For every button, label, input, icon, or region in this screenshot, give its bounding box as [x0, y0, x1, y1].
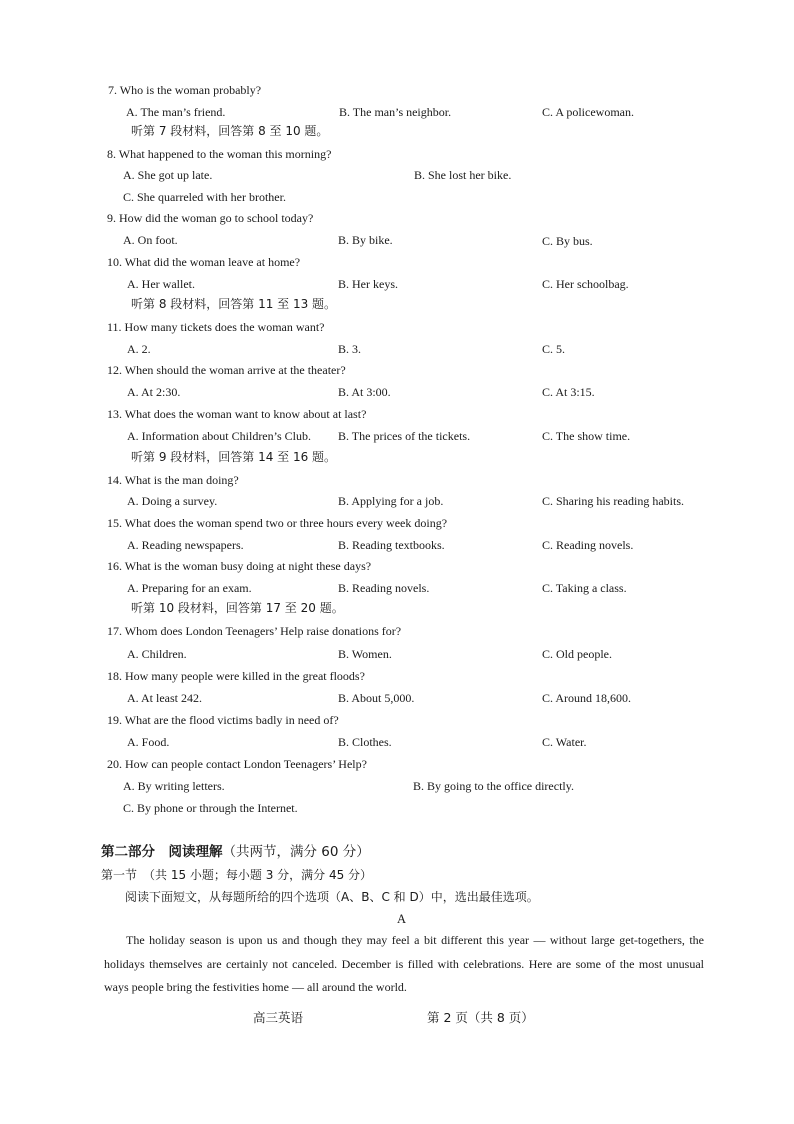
- question-11-option-b: B. 3.: [338, 342, 362, 356]
- question-17-option-c: C. Old people.: [542, 647, 612, 661]
- question-19-option-b: B. Clothes.: [338, 735, 392, 749]
- question-8-option-a: A. She got up late.: [123, 168, 213, 182]
- question-19-option-c: C. Water.: [542, 735, 587, 749]
- question-14-stem: 14. What is the man doing?: [107, 473, 239, 487]
- question-20-stem: 20. How can people contact London Teenagers’ Help?: [107, 757, 367, 771]
- question-20-option-a: A. By writing letters.: [123, 779, 225, 793]
- question-16-option-a: A. Preparing for an exam.: [127, 581, 252, 595]
- question-15-option-c: C. Reading novels.: [542, 538, 634, 552]
- question-18-option-c: C. Around 18,600.: [542, 691, 632, 705]
- listening-instruction-7: 听第 7 段材料，回答第 8 至 10 题。: [131, 124, 329, 138]
- question-8-option-c: C. She quarreled with her brother.: [123, 190, 286, 204]
- question-13-option-c: C. The show time.: [542, 429, 631, 443]
- question-8-option-b: B. She lost her bike.: [414, 168, 512, 182]
- question-17-option-b: B. Women.: [338, 647, 392, 661]
- question-7-option-b: B. The man’s neighbor.: [339, 105, 452, 119]
- question-16-option-b: B. Reading novels.: [338, 581, 430, 595]
- question-20-option-c: C. By phone or through the Internet.: [123, 801, 298, 815]
- question-20-option-b: B. By going to the office directly.: [413, 779, 574, 793]
- part-two-heading: [101, 846, 370, 860]
- footer-subject: 高三英语: [253, 1010, 304, 1025]
- passage-a-text: The holiday season is upon us and though they may feel a bit different this year — without large get-togethers, the holidays themselves are certainly not canceled. December is filled with celebrations. Here are some of the most unusual ways people bring the festivities home — all around the world.: [104, 933, 704, 994]
- question-10-option-a: A. Her wallet.: [127, 277, 195, 291]
- section-one-heading: 第一节 （共 15 小题；每小题 3 分，满分 45 分）: [101, 868, 373, 882]
- question-9-option-b: B. By bike.: [338, 233, 393, 247]
- question-19-option-a: A. Food.: [127, 735, 170, 749]
- part-two-score: （共两节，满分 60 分）: [222, 844, 370, 860]
- question-13-option-a: A. Information about Children’s Club.: [127, 429, 311, 443]
- question-17-stem: 17. Whom does London Teenagers’ Help raise donations for?: [107, 624, 402, 638]
- question-13-option-b: B. The prices of the tickets.: [338, 429, 471, 443]
- footer-page-number: 第 2 页（共 8 页）: [427, 1010, 534, 1025]
- question-10-option-b: B. Her keys.: [338, 277, 398, 291]
- question-13-stem: 13. What does the woman want to know about at last?: [107, 407, 367, 421]
- question-15-option-a: A. Reading newspapers.: [127, 538, 244, 552]
- question-10-stem: 10. What did the woman leave at home?: [107, 255, 301, 269]
- part-two-title: 第二部分 阅读理解: [101, 844, 223, 860]
- question-7-stem: 7. Who is the woman probably?: [108, 83, 262, 97]
- question-8-stem: 8. What happened to the woman this morning?: [107, 147, 332, 161]
- question-9-stem: 9. How did the woman go to school today?: [107, 211, 314, 225]
- question-12-option-b: B. At 3:00.: [338, 385, 391, 399]
- question-16-option-c: C. Taking a class.: [542, 581, 627, 595]
- question-19-stem: 19. What are the flood victims badly in need of?: [107, 713, 339, 727]
- question-18-option-a: A. At least 242.: [127, 691, 202, 705]
- passage-label: A: [397, 912, 407, 926]
- question-17-option-a: A. Children.: [127, 647, 187, 661]
- listening-instruction-10: 听第 10 段材料，回答第 17 至 20 题。: [131, 601, 344, 615]
- question-12-option-a: A. At 2:30.: [127, 385, 181, 399]
- question-11-option-c: C. 5.: [542, 342, 566, 356]
- question-9-option-c: C. By bus.: [542, 234, 593, 248]
- question-15-stem: 15. What does the woman spend two or three hours every week doing?: [107, 516, 448, 530]
- question-18-stem: 18. How many people were killed in the great floods?: [107, 669, 365, 683]
- question-14-option-c: C. Sharing his reading habits.: [542, 494, 684, 508]
- listening-instruction-8: 听第 8 段材料，回答第 11 至 13 题。: [131, 297, 337, 311]
- question-14-option-a: A. Doing a survey.: [127, 494, 218, 508]
- question-7-option-c: C. A policewoman.: [542, 105, 634, 119]
- question-18-option-b: B. About 5,000.: [338, 691, 415, 705]
- question-7-option-a: A. The man’s friend.: [126, 105, 226, 119]
- question-11-option-a: A. 2.: [127, 342, 151, 356]
- reading-directions: 阅读下面短文，从每题所给的四个选项（A、B、C 和 D）中，选出最佳选项。: [125, 890, 539, 904]
- question-12-option-c: C. At 3:15.: [542, 385, 595, 399]
- question-11-stem: 11. How many tickets does the woman want?: [107, 320, 325, 334]
- question-10-option-c: C. Her schoolbag.: [542, 277, 629, 291]
- listening-instruction-9: 听第 9 段材料，回答第 14 至 16 题。: [131, 450, 337, 464]
- question-14-option-b: B. Applying for a job.: [338, 494, 444, 508]
- question-16-stem: 16. What is the woman busy doing at night these days?: [107, 559, 372, 573]
- question-9-option-a: A. On foot.: [123, 233, 178, 247]
- question-15-option-b: B. Reading textbooks.: [338, 538, 445, 552]
- question-12-stem: 12. When should the woman arrive at the theater?: [107, 363, 346, 377]
